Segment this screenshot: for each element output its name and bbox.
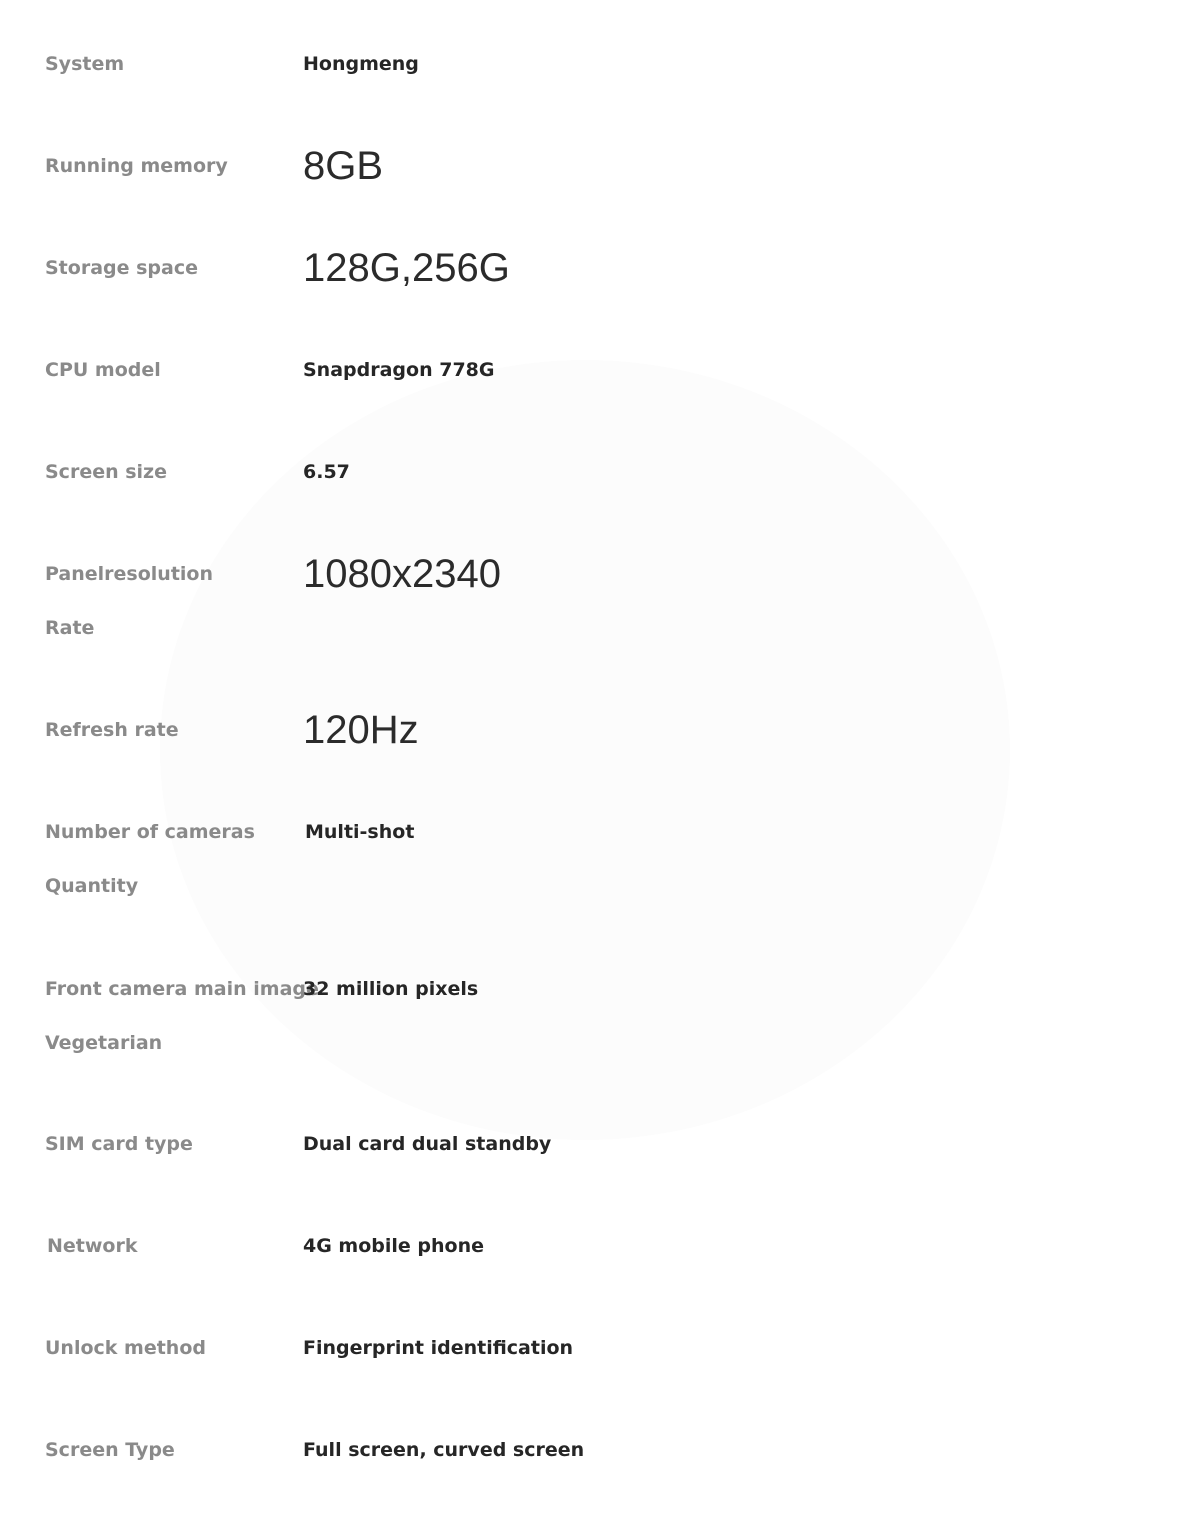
spec-value-refresh-rate: 120Hz xyxy=(303,708,419,752)
spec-label-line: CPU model xyxy=(45,359,161,381)
spec-label-line: Vegetarian xyxy=(45,1032,163,1054)
spec-label-line: Screen Type xyxy=(45,1439,175,1461)
spec-label-sim-card-type xyxy=(45,1117,193,1171)
spec-value-storage-space: 128G,256G xyxy=(303,246,510,290)
spec-label-screen-size xyxy=(45,445,167,499)
spec-label-running-memory xyxy=(45,139,228,193)
spec-value-network: 4G mobile phone xyxy=(303,1235,485,1257)
spec-label-line: Number of cameras xyxy=(45,821,255,843)
spec-label-number-of-cameras xyxy=(45,805,255,913)
spec-label-line: Rate xyxy=(45,617,95,639)
spec-label-line: Storage space xyxy=(45,257,198,279)
spec-value-sim-card-type: Dual card dual standby xyxy=(303,1133,552,1155)
spec-value-running-memory: 8GB xyxy=(303,144,384,188)
spec-label-system xyxy=(45,37,124,91)
spec-value-number-of-cameras: Multi-shot xyxy=(305,821,415,843)
spec-label-line: Network xyxy=(47,1235,138,1257)
spec-label-network xyxy=(47,1219,137,1273)
spec-label-front-camera xyxy=(45,962,319,1070)
spec-label-line: Refresh rate xyxy=(45,719,179,741)
spec-label-line: Running memory xyxy=(45,155,228,177)
spec-label-line: SIM card type xyxy=(45,1133,193,1155)
spec-label-line: Unlock method xyxy=(45,1337,206,1359)
spec-label-screen-type xyxy=(45,1423,175,1477)
spec-value-screen-type: Full screen, curved screen xyxy=(303,1439,585,1461)
spec-label-refresh-rate xyxy=(45,703,179,757)
spec-value-cpu-model: Snapdragon 778G xyxy=(303,359,495,381)
spec-value-unlock-method: Fingerprint identification xyxy=(303,1337,574,1359)
spec-label-line: Screen size xyxy=(45,461,167,483)
spec-label-cpu-model xyxy=(45,343,161,397)
spec-value-screen-size: 6.57 xyxy=(303,461,350,483)
spec-label-panel-resolution xyxy=(45,547,213,655)
spec-label-line: Panelresolution xyxy=(45,563,213,585)
spec-label-line: Front camera main image xyxy=(45,978,319,1000)
spec-label-storage-space xyxy=(45,241,198,295)
spec-value-system: Hongmeng xyxy=(303,53,419,75)
spec-value-front-camera: 32 million pixels xyxy=(303,978,479,1000)
spec-label-unlock-method xyxy=(45,1321,206,1375)
spec-label-line: Quantity xyxy=(45,875,139,897)
spec-label-line: System xyxy=(45,53,125,75)
spec-value-panel-resolution: 1080x2340 xyxy=(303,552,501,596)
